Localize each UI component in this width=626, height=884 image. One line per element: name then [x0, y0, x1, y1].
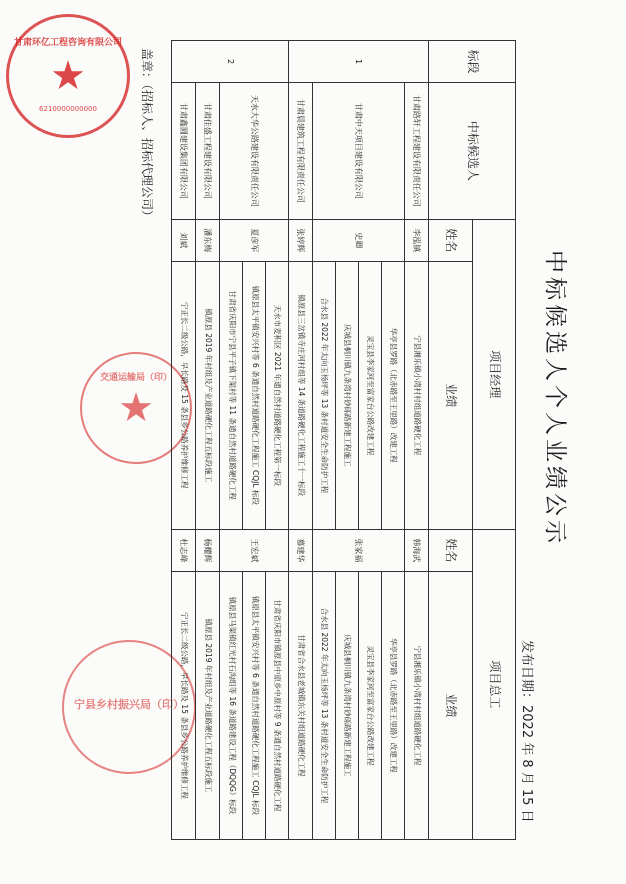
pm-name: 张婷辉	[289, 219, 313, 261]
seal-text: 甘肃环亿工程咨询有限公司	[13, 38, 122, 48]
seal-line: 盖章：（招标人、招标代理公司）	[140, 48, 154, 223]
tech-achievement: 灵宝县李家河至富家台公路改建工程	[359, 571, 382, 839]
tech-name: 慕建华	[289, 529, 313, 571]
table-body	[172, 41, 429, 840]
pm-achievement: 合水县 2022 年太向玉杨坪等 13 条村道安全生命防护工程	[313, 261, 336, 529]
publish-date: 发布日期：2022 年 8 月 15 日	[519, 640, 534, 823]
header-section: 标段	[429, 41, 516, 83]
tech-achievement: 甘肃省合水县老城镇东关村组道路硬化工程	[289, 571, 313, 839]
pm-name: 夏彦军	[220, 219, 289, 261]
table-row	[266, 41, 289, 840]
table-row	[172, 41, 196, 840]
header-tech-name: 姓名	[429, 529, 472, 571]
pm-achievement: 宁正长二级公路，早长路及 15 条县乡公路养护维修工程	[172, 261, 196, 529]
candidate-company: 甘肃中天项目建设有限公司	[313, 83, 405, 220]
header-tech-achievements: 业绩	[429, 571, 472, 839]
tech-name: 张家福	[313, 529, 405, 571]
section-label: 2	[172, 41, 289, 83]
pm-achievement: 天水市麦积区 2021 年通自然村道路硬化工程第一标段	[266, 261, 289, 529]
tech-achievement: 镇原县 2019 年村组及产业道路硬化工程五标段施工	[196, 571, 220, 839]
pm-name: 李泓镇	[405, 219, 429, 261]
header-pm-achievements: 业绩	[429, 261, 472, 529]
candidate-company: 甘肃路轩工程建设有限责任公司	[405, 83, 429, 220]
achievement-table	[171, 40, 516, 840]
tech-name: 杨耀辉	[196, 529, 220, 571]
tech-achievement: 镇原县太平镇安兴村等 6 条通自然村道路硬化工程施工 CQJL 标段	[243, 571, 266, 839]
candidate-company: 甘肃佳盛工程建设有限公司	[196, 83, 220, 220]
pm-name: 刘斌	[172, 219, 196, 261]
seal-star-icon: ★	[118, 385, 154, 431]
seal-text: 交通运输局（印）	[99, 373, 172, 383]
pm-achievement: 灵宝县李家河至富家台公路改建工程	[359, 261, 382, 529]
tech-name: 杜志峰	[172, 529, 196, 571]
seal-text: 宁县乡村振兴局（印）	[74, 698, 184, 711]
candidate-company: 甘肃鑫圆建设集团有限公司	[172, 83, 196, 220]
pm-achievement: 宁县湘乐镇小湾村村组道路硬化工程	[405, 261, 429, 529]
section-label: 1	[289, 41, 429, 83]
pm-achievement: 镇原县 2019 年村组及产业道路硬化工程五标段施工	[196, 261, 220, 529]
pm-achievement: 镇原县太平镇安兴村等 6 条通自然村道路硬化工程施工 CQJL 标段	[243, 261, 266, 529]
header-candidate: 中标候选人	[429, 83, 516, 220]
header-tech: 项目总工	[472, 529, 515, 839]
candidate-company: 天水大华公路建设有限责任公司	[220, 83, 289, 220]
tech-achievement: 华亭县罗路（北赤路至王里路）改建工程	[382, 571, 405, 839]
table-row	[289, 41, 313, 840]
header-pm: 项目经理	[472, 219, 515, 529]
page-title: 中标候选人个人业绩公示	[542, 250, 568, 547]
tech-achievement: 合水县 2022 年太向玉杨坪等 13 条村道安全生命防护工程	[313, 571, 336, 839]
tech-achievement: 宁县湘乐镇小湾村村组道路硬化工程	[405, 571, 429, 839]
table-row	[382, 41, 405, 840]
tech-achievement: 庆城县桐川镇九条湾村砂砾路新建工程施工	[336, 571, 359, 839]
table-row	[196, 41, 220, 840]
pm-achievement: 甘肃省庆阳市宁县平子镇下渠村等 11 条通自然村道路硬化工程	[220, 261, 243, 529]
tech-achievement: 镇原县马渠镇红光村石沟组等 16 条道路建设工程（DQQG）标段	[220, 571, 243, 839]
seal-code: 6210000000000	[39, 105, 97, 113]
tech-name: 韩海武	[405, 529, 429, 571]
header-pm-name: 姓名	[429, 219, 472, 261]
pm-name: 潘东梅	[196, 219, 220, 261]
pm-achievement: 华亭县罗路（北赤路至王里路）改建工程	[382, 261, 405, 529]
pm-achievement: 镇原县三岔镇寺庄河村组等 14 条道路硬化工程施工十一标段	[289, 261, 313, 529]
table-row	[405, 41, 429, 840]
tech-achievement: 宁正长二级公路，早长路及 15 条县乡公路养护维修工程	[172, 571, 196, 839]
tech-name: 王宏斌	[220, 529, 289, 571]
tech-achievement: 甘肃省庆阳市镇原县中原乡中原村等 9 条通自然村道路硬化工程	[266, 571, 289, 839]
candidate-company: 甘肃晨建筑工程有限责任公司	[289, 83, 313, 220]
pm-name: 史卿	[313, 219, 405, 261]
pm-achievement: 庆城县桐川镇九条湾村砂砾路新建工程施工	[336, 261, 359, 529]
seal-star-icon: ★	[50, 53, 86, 99]
